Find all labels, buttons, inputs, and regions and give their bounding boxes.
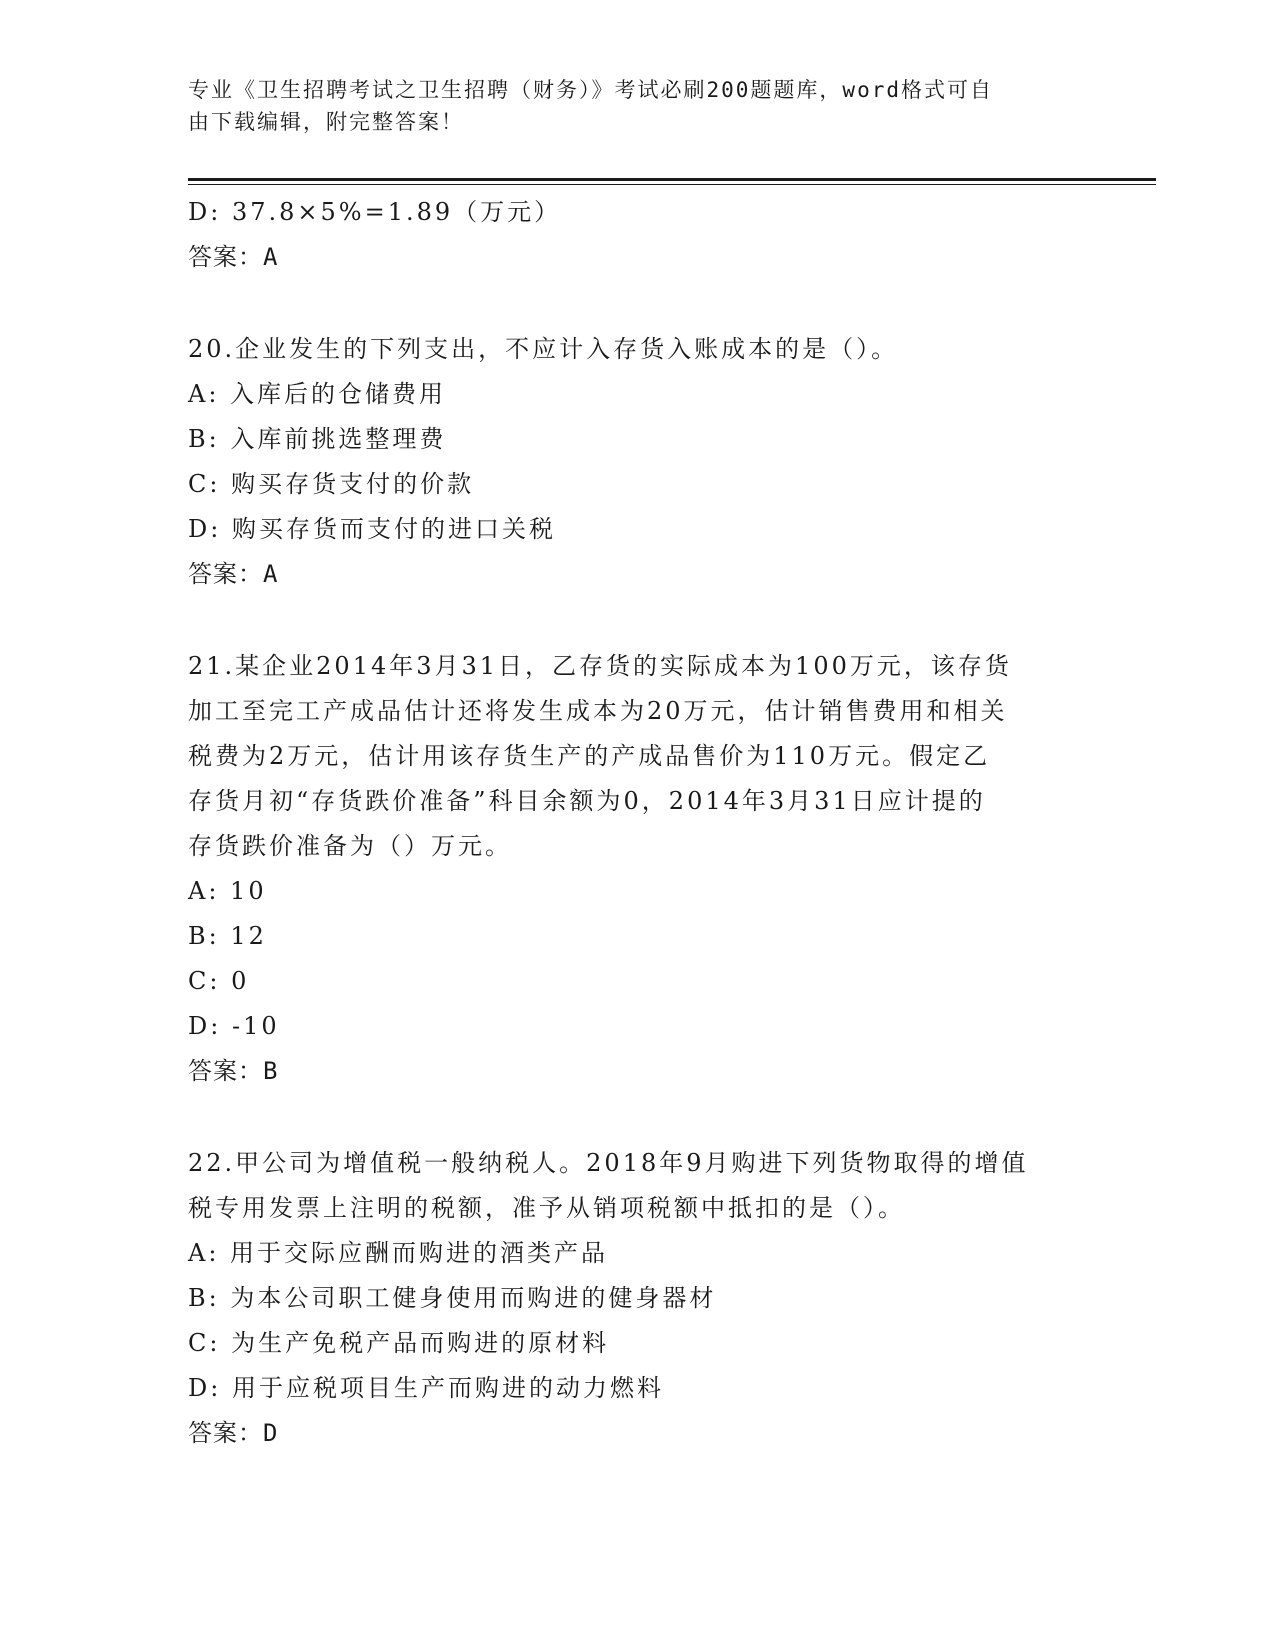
answer-label: 答案： [188,1057,263,1085]
option-d: D: 购买存货而支付的进口关税 [188,515,556,543]
document-header [188,74,1068,138]
question-stem-line: 存货跌价准备为（）万元。 [188,832,512,860]
answer-label: 答案： [188,560,263,588]
question-stem [188,327,1088,372]
option-b: B: 入库前挑选整理费 [188,425,447,453]
question-stem-line: 20.企业发生的下列支出，不应计入存货入账成本的是（）。 [188,335,899,363]
question-22 [188,1141,1088,1456]
answer-key: A [263,560,279,588]
option-b: B: 为本公司职工健身使用而购进的健身器材 [188,1284,717,1312]
option-c: C: 购买存货支付的价款 [188,470,475,498]
answer-label: 答案： [188,243,263,271]
spacer [188,597,1088,644]
previous-question-tail [188,190,1088,280]
document-body [188,190,1088,1456]
question-21 [188,644,1088,1094]
answer-line [188,1411,1088,1456]
option-c: C: 0 [188,967,250,995]
option-d: D: -10 [188,1012,280,1040]
question-stem-line: 税专用发票上注明的税额，准予从销项税额中抵扣的是（）。 [188,1194,905,1222]
question-stem-line: 存货月初“存货跌价准备”科目余额为0，2014年3月31日应计提的 [188,787,986,815]
question-20 [188,327,1088,597]
question-stem [188,644,1088,869]
header-title-line-2: 由下载编辑，附完整答案！ [188,110,464,134]
answer-line [188,235,1088,280]
option-d: D: 用于应税项目生产而购进的动力燃料 [188,1374,664,1402]
option-a: A: 10 [188,877,267,905]
question-stem-line: 税费为2万元，估计用该存货生产的产成品售价为110万元。假定乙 [188,742,991,770]
question-stem [188,1141,1088,1231]
answer-key: A [263,243,279,271]
option-d: D: 37.8×5%=1.89（万元） [188,198,562,226]
answer-line [188,1049,1088,1094]
spacer [188,1094,1088,1141]
option-b: B: 12 [188,922,267,950]
spacer [188,280,1088,327]
answer-line [188,552,1088,597]
option-a: A: 用于交际应酬而购进的酒类产品 [188,1239,609,1267]
answer-key: D [263,1419,279,1447]
header-divider-thick [188,178,1156,181]
answer-key: B [263,1057,279,1085]
question-stem-line: 加工至完工产成品估计还将发生成本为20万元，估计销售费用和相关 [188,697,1008,725]
header-divider-thin [188,184,1156,185]
header-title-line-1: 专业《卫生招聘考试之卫生招聘（财务）》考试必刷200题题库，word格式可自 [188,78,993,102]
option-c: C: 为生产免税产品而购进的原材料 [188,1329,610,1357]
answer-label: 答案： [188,1419,263,1447]
question-stem-line: 22.甲公司为增值税一般纳税人。2018年9月购进下列货物取得的增值 [188,1149,1029,1177]
question-stem-line: 21.某企业2014年3月31日，乙存货的实际成本为100万元，该存货 [188,652,1012,680]
option-a: A: 入库后的仓储费用 [188,380,447,408]
